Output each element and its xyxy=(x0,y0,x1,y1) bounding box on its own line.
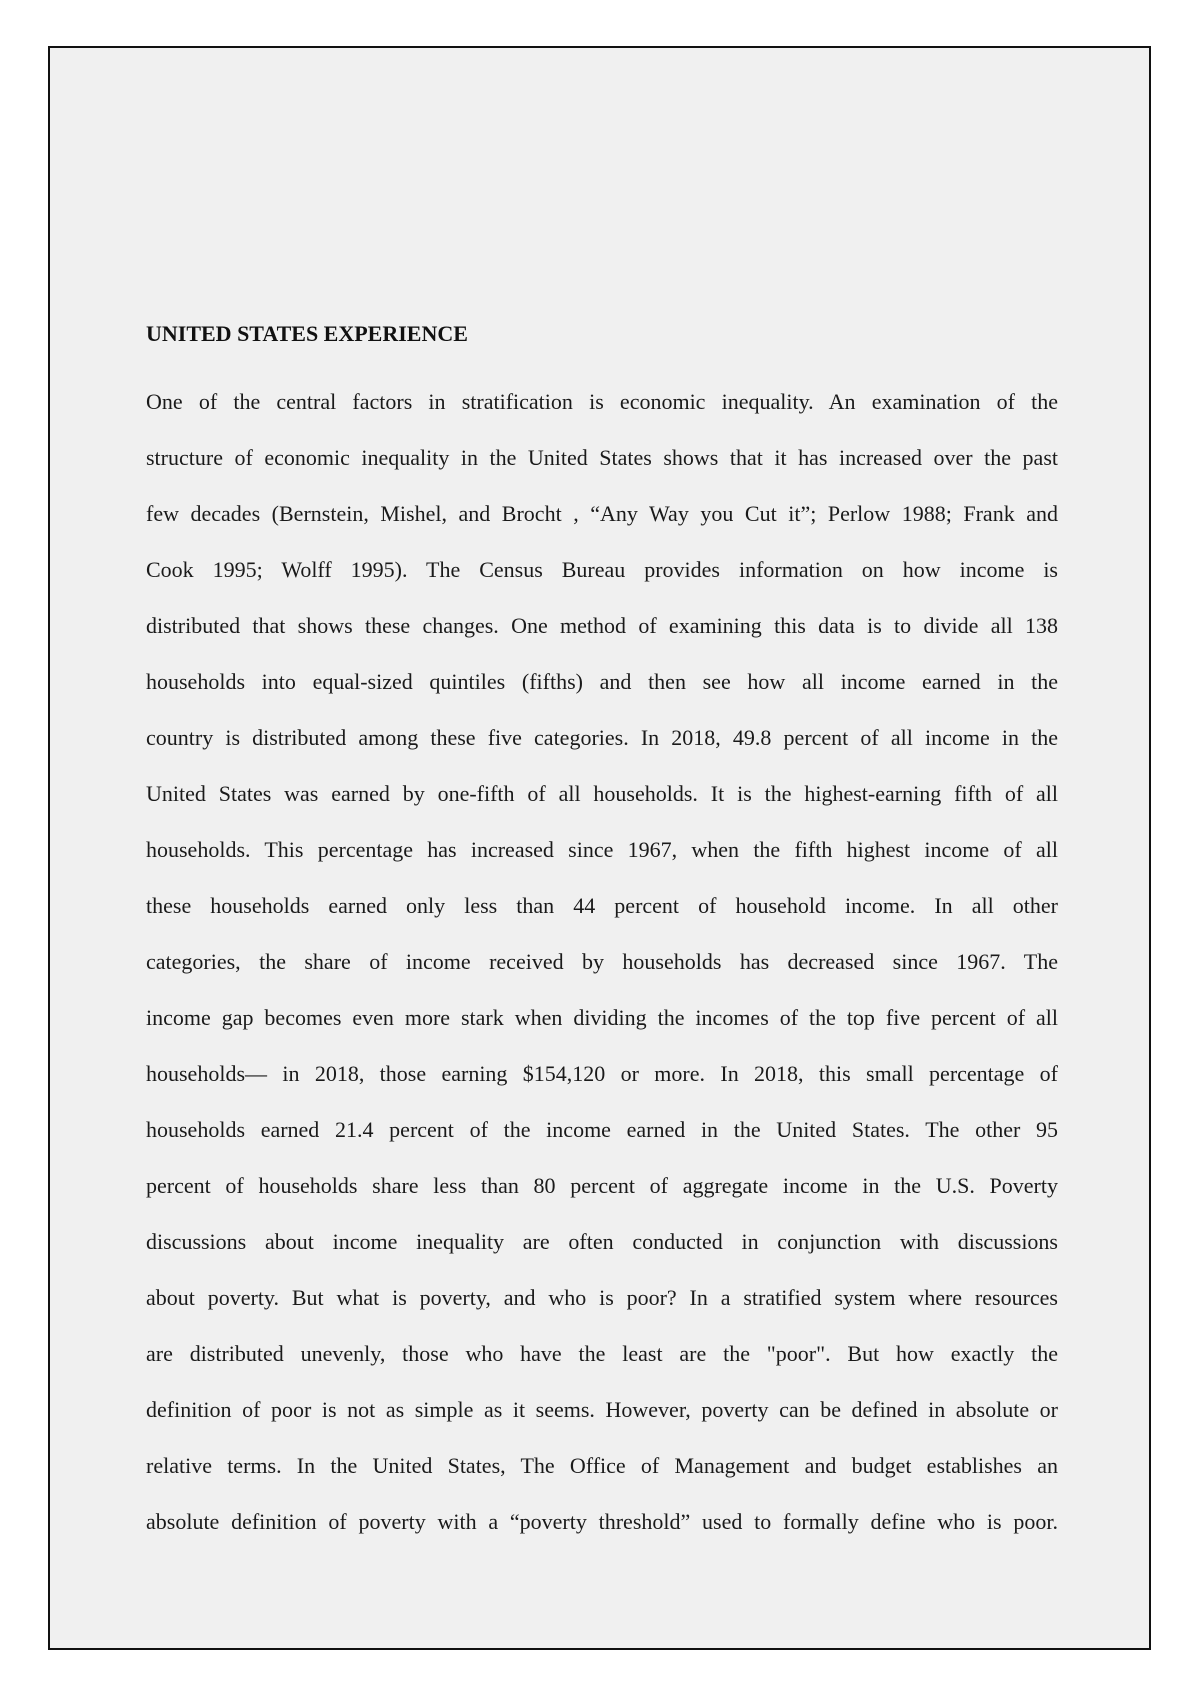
paragraph-line: households— in 2018, those earning $154,120 or more. In 2018, this small percentage of xyxy=(146,1061,1058,1086)
section-heading: UNITED STATES EXPERIENCE xyxy=(146,321,468,346)
document-page xyxy=(48,46,1151,1650)
page-content xyxy=(146,320,1058,1550)
paragraph-line: distributed that shows these changes. One method of examining this data is to divide all 138 xyxy=(146,613,1058,638)
paragraph-line: One of the central factors in stratification is economic inequality. An examination of the xyxy=(146,389,1058,414)
paragraph-line: about poverty. But what is poverty, and who is poor? In a stratified system where resources xyxy=(146,1285,1058,1310)
paragraph-line: households. This percentage has increased since 1967, when the fifth highest income of all xyxy=(146,837,1058,862)
paragraph-line: are distributed unevenly, those who have the least are the "poor". But how exactly the xyxy=(146,1341,1058,1366)
paragraph-line: discussions about income inequality are often conducted in conjunction with discussions xyxy=(146,1229,1058,1254)
paragraph-line: absolute definition of poverty with a “poverty threshold” used to formally define who is poor. xyxy=(146,1509,1058,1534)
paragraph-line: households into equal-sized quintiles (fifths) and then see how all income earned in the xyxy=(146,669,1058,694)
paragraph-line: structure of economic inequality in the United States shows that it has increased over the past xyxy=(146,445,1058,470)
body-paragraph xyxy=(146,374,1058,1550)
paragraph-line: categories, the share of income received by households has decreased since 1967. The xyxy=(146,949,1058,974)
paragraph-line: these households earned only less than 44 percent of household income. In all other xyxy=(146,893,1058,918)
paragraph-line: percent of households share less than 80 percent of aggregate income in the U.S. Poverty xyxy=(146,1173,1058,1198)
paragraph-line: relative terms. In the United States, The Office of Management and budget establishes an xyxy=(146,1453,1058,1478)
paragraph-line: country is distributed among these five categories. In 2018, 49.8 percent of all income in the xyxy=(146,725,1058,750)
paragraph-line: definition of poor is not as simple as it seems. However, poverty can be defined in absolute or xyxy=(146,1397,1058,1422)
paragraph-line: United States was earned by one-fifth of all households. It is the highest-earning fifth of all xyxy=(146,781,1058,806)
paragraph-line: few decades (Bernstein, Mishel, and Brocht , “Any Way you Cut it”; Perlow 1988; Frank and xyxy=(146,501,1058,526)
paragraph-line: households earned 21.4 percent of the income earned in the United States. The other 95 xyxy=(146,1117,1058,1142)
paragraph-line: Cook 1995; Wolff 1995). The Census Bureau provides information on how income is xyxy=(146,557,1058,582)
paragraph-line: income gap becomes even more stark when dividing the incomes of the top five percent of all xyxy=(146,1005,1058,1030)
